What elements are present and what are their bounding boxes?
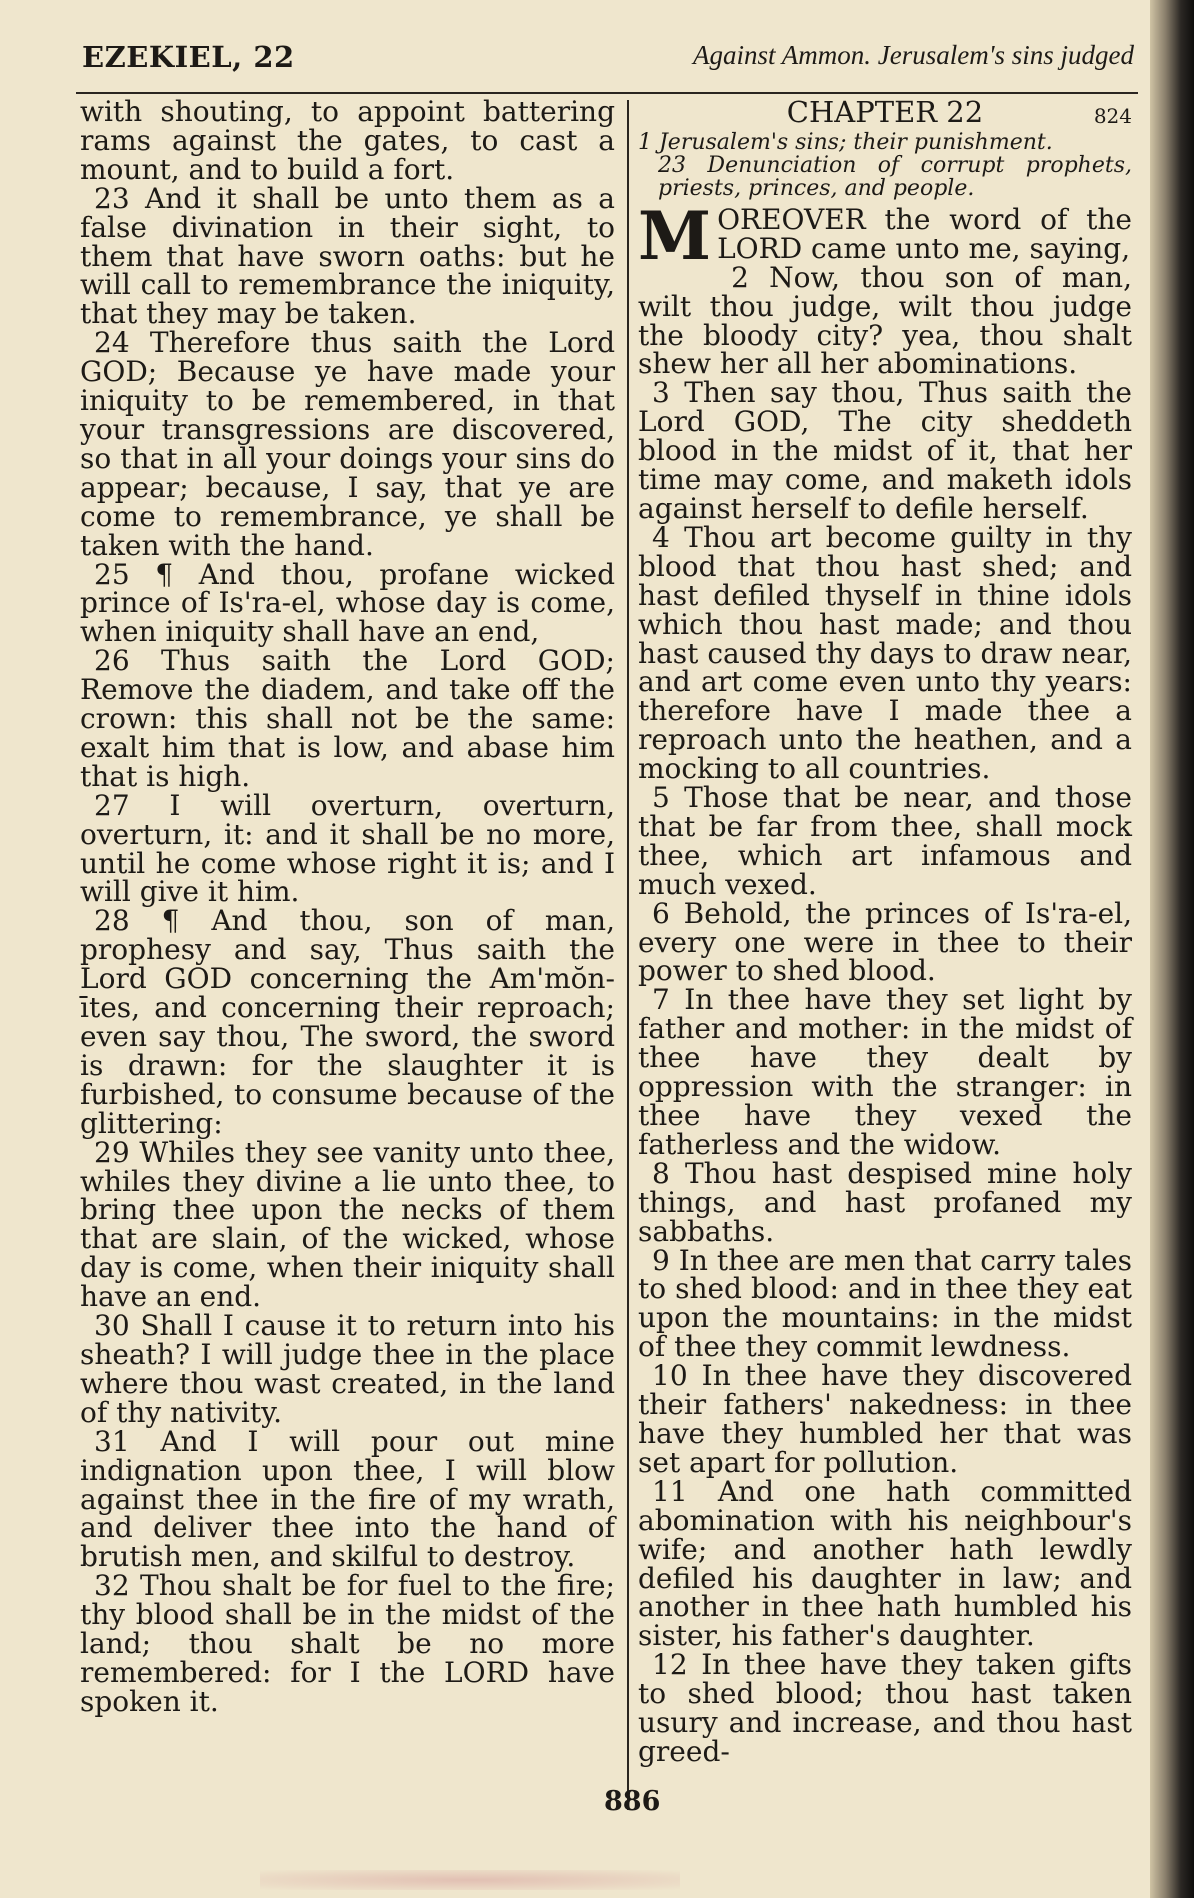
verse-4: 4 Thou art become guilty in thy blood that thou hast shed; and hast defiled thyself in thine idols which thou hast made; and thou hast caused thy days to draw near, and art come even unto thy years: therefore have I made thee a reproach unto the heathen, and a mocking to all countries. xyxy=(638,520,1132,786)
verse-30: 30 Shall I cause it to return into his sheath? I will judge thee in the place where thou wast created, in the land of thy nativity. xyxy=(80,1309,615,1429)
header-rule xyxy=(76,92,1138,94)
page-number: 886 xyxy=(604,1786,661,1817)
verse-32: 32 Thou shalt be for fuel to the fire; thy blood shall be in the midst of the land; thou shalt be no more remembered: for I the LORD have spoken it. xyxy=(80,1569,615,1718)
verse-29: 29 Whiles they see vanity unto thee, whiles they divine a lie unto thee, to bring thee upon the necks of them that are slain, of the wicked, whose day is come, when their iniquity shall have an end. xyxy=(80,1135,615,1314)
chapter-title: CHAPTER 22 xyxy=(786,95,984,129)
chapter-heading xyxy=(638,95,1132,129)
book-spine-shadow xyxy=(1150,0,1194,1898)
verse-28: 28 ¶ And thou, son of man, prophesy and say, Thus saith the Lord GOD concerning the Am'mŏn-ītes, and concerning their reproach; even say thou, The sword, the sword is drawn: for the slaughter it is furbished, to consume because of the glittering: xyxy=(80,904,615,1140)
drop-cap: M xyxy=(638,196,712,275)
verse-23: 23 And it shall be unto them as a false divination in their sight, to them that have sworn oaths: but he will call to remembrance the iniquity, that they may be taken. xyxy=(80,181,615,331)
verse-24: 24 Therefore thus saith the Lord GOD; Because ye have made your iniquity to be remembered, in that your transgressions are discovered, so that in all your doings your sins do appear; because, I say, that ye are come to remembrance, ye shall be taken with the hand. xyxy=(80,326,615,562)
verse-25: 25 ¶ And thou, profane wicked prince of Is'ra-el, whose day is come, when iniquity shall have an end, xyxy=(80,557,615,649)
page-stain xyxy=(260,1870,680,1890)
chapter-reference-number: 824 xyxy=(1093,104,1132,128)
left-column xyxy=(80,95,615,1718)
verse-11: 11 And one hath committed abomination with his neighbour's wife; and another hath lewdly defiled his daughter in law; and another in thee hath humbled his sister, his father's daughter. xyxy=(638,1474,1132,1653)
verse-6: 6 Behold, the princes of Is'ra-el, every one were in thee to their power to shed blood. xyxy=(638,896,1132,988)
verse-1-text: OREOVER the word of the LORD came unto me, saying, xyxy=(717,202,1132,265)
right-column xyxy=(638,95,1132,1768)
verse-31: 31 And I will pour out mine indignation upon thee, I will blow against thee in the fire of my wrath, and deliver thee into the hand of brutish men, and skilful to destroy. xyxy=(80,1424,615,1574)
verse-10: 10 In thee have they discovered their fathers' nakedness: in thee have they humbled her that was set apart for pollution. xyxy=(638,1359,1132,1479)
running-header xyxy=(82,40,1134,88)
verse-2: 2 Now, thou son of man, wilt thou judge, wilt thou judge the bloody city? yea, thou shalt shew her all her abominations. xyxy=(638,260,1132,381)
verse-3: 3 Then say thou, Thus saith the Lord GOD, The city sheddeth blood in the midst of it, that her time may come, and maketh idols against herself to defile herself. xyxy=(638,376,1132,525)
book-chapter-heading: EZEKIEL, 22 xyxy=(82,40,295,74)
verse-12: 12 In thee have they taken gifts to shed blood; thou hast taken usury and increase, and thou hast greed- xyxy=(638,1648,1132,1768)
chapter-summary xyxy=(638,131,1132,200)
verse-9: 9 In thee are men that carry tales to shed blood: and in thee they eat upon the mountains: in the midst of thee they commit lewdness. xyxy=(638,1243,1132,1364)
verse-1 xyxy=(638,196,1132,275)
verse-27: 27 I will overturn, overturn, overturn, it: and it shall be no more, until he come whose right it is; and I will give it him. xyxy=(80,788,615,909)
summary-line: 23 Denunciation of corrupt prophets, priests, princes, and people. xyxy=(658,152,1132,201)
verse-8: 8 Thou hast despised mine holy things, and hast profaned my sabbaths. xyxy=(638,1156,1132,1248)
verse-5: 5 Those that be near, and those that be far from thee, shall mock thee, which art infamous and much vexed. xyxy=(638,781,1132,901)
verse-continuation: with shouting, to appoint battering rams against the gates, to cast a mount, and to build a fort. xyxy=(80,95,615,186)
topic-heading: Against Ammon. Jerusalem's sins judged xyxy=(692,40,1134,70)
verse-26: 26 Thus saith the Lord GOD; Remove the diadem, and take off the crown: this shall not be the same: exalt him that is low, and abase him that is high. xyxy=(80,644,615,793)
column-divider xyxy=(627,100,629,1810)
summary-line: 1 Jerusalem's sins; their punishment. xyxy=(638,129,1053,155)
verse-7: 7 In thee have they set light by father and mother: in the midst of thee have they dealt by oppression with the stranger: in thee have they vexed the fatherless and the widow. xyxy=(638,983,1132,1161)
